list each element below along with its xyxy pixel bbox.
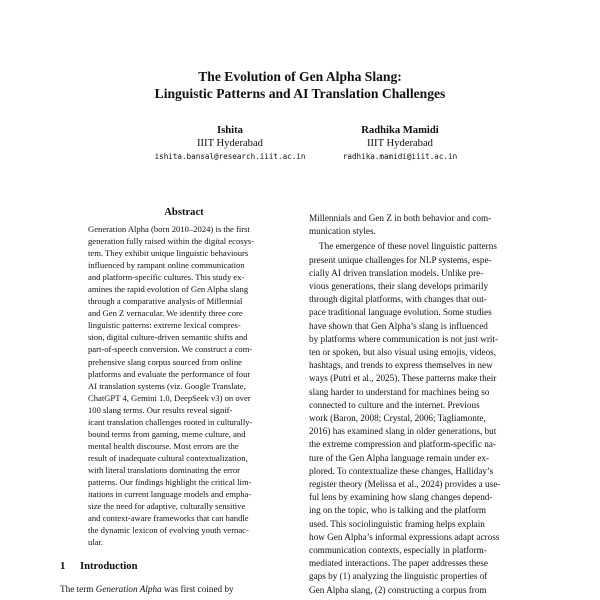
title-line-2: Linguistic Patterns and AI Translation Challenges <box>154 86 446 101</box>
continuation-text <box>309 212 541 238</box>
text-line: 100 slang terms. Our results reveal signif- <box>88 404 233 415</box>
text-line: patterns. Our findings highlight the critical lim- <box>88 476 252 487</box>
section-title: Introduction <box>80 561 138 572</box>
text-line: AI translation systems (viz. Google Translate, <box>88 380 246 391</box>
text-line: connected to culture and the internet. Previous <box>309 399 480 410</box>
author-email: radhika.mamidi@iiit.ac.in <box>342 152 458 161</box>
text-line: register theory (Melissa et al., 2024) provides a use- <box>309 479 501 490</box>
text-line: gaps by (1) analyzing the linguistic properties of <box>309 571 488 582</box>
text-line: and Gen Z vernacular. We identify three core <box>88 308 243 319</box>
text-line: ChatGPT 4, Gemini 1.0, DeepSeek v3) on over <box>88 392 251 403</box>
title-line-1: The Evolution of Gen Alpha Slang: <box>198 69 402 84</box>
author-email: ishita.bansal@research.iiit.ac.in <box>154 152 306 161</box>
text-line: plored. To contextualize these changes, Halliday’s <box>309 465 494 476</box>
text-line: pace traditional language evolution. Some studies <box>309 307 492 318</box>
text-line: by platforms where communication is not just writ- <box>309 333 499 344</box>
text-line: with literal translations dominating the error <box>88 464 241 475</box>
abstract-heading: Abstract <box>164 207 204 218</box>
intro-text <box>60 583 292 596</box>
text-line: ful lens by examining how slang changes depend- <box>309 492 493 503</box>
text-line: and platform-specific cultures. This study ex- <box>88 272 245 283</box>
paper-title <box>0 68 600 102</box>
text-line: Generation Alpha (born 2010–2024) is the first <box>88 224 250 234</box>
text-line: slang harder to understand for machines being so <box>309 386 490 397</box>
text-line: munication styles. <box>309 226 376 237</box>
text-line: generation fully raised within the digital ecosys- <box>88 236 255 247</box>
right-column <box>309 212 541 597</box>
text-line: vious generations, their slang develops primarily <box>309 281 489 292</box>
author-name: Radhika Mamidi <box>361 125 439 136</box>
text-line: prehensive slang corpus sourced from online <box>88 356 242 367</box>
text-line: The emergence of these novel linguistic patterns <box>319 241 497 252</box>
text-line: itations in current language models and empha- <box>88 489 252 500</box>
text-line: result of inadequate cultural contextualization, <box>88 452 248 463</box>
text-line: influenced by rampant online communication <box>88 260 245 271</box>
paragraph <box>309 240 541 596</box>
text-line: tem. They exhibit unique linguistic behaviours <box>88 248 249 259</box>
section-heading <box>60 560 138 573</box>
text-line: mediated interactions. The paper addresses these <box>309 558 488 569</box>
text-line: communication contexts, especially in platform- <box>309 545 487 556</box>
text-line: ture of the Gen Alpha language remain under ex- <box>309 452 490 463</box>
text-line: mental health discourse. Most errors are the <box>88 440 239 451</box>
text-line: ing on the topic, who is talking and the platform <box>309 505 487 516</box>
text-line: bound terms from gaming, meme culture, and <box>88 428 246 439</box>
text-line: sion, digital culture-driven semantic shifts and <box>88 332 248 343</box>
text-line: Millennials and Gen Z in both behavior and com- <box>309 213 492 223</box>
text-line: hashtags, and trends to express themselves in new <box>309 360 493 371</box>
text-line: platforms and evaluate the performance of four <box>88 368 251 379</box>
text-line: amines the rapid evolution of Gen Alpha slang <box>88 284 249 295</box>
text-line: present unique challenges for NLP systems, espe- <box>309 254 492 265</box>
text-line: The term Generation Alpha was first coined by <box>60 584 234 594</box>
text-line: through digital platforms, with changes that out- <box>309 294 487 305</box>
text-line: cially AI driven translation models. Unlike pre- <box>309 267 484 278</box>
text-line: ular. <box>88 537 104 548</box>
text-line: 2016) has examined slang in older generations, but <box>309 426 497 437</box>
text-line: the dynamic lexicon of evolving youth vernac- <box>88 525 249 536</box>
emphasized-term: Generation Alpha <box>95 584 162 594</box>
author-affiliation: IIIT Hyderabad <box>197 138 263 149</box>
text-line: and context-aware frameworks that can handle <box>88 513 249 524</box>
abstract-body <box>88 223 280 548</box>
section-number: 1 <box>60 561 66 572</box>
text-line: have shown that Gen Alpha’s slang is influenced <box>309 320 488 331</box>
text-line: through a comparative analysis of Millennial <box>88 296 243 307</box>
text-line: ways (Putri et al., 2025). These patterns make their <box>309 373 497 384</box>
text-line: work (Baron, 2008; Crystal, 2006; Tagliamonte, <box>309 413 486 424</box>
author-block <box>290 124 510 163</box>
text-line: the extreme compression and platform-specific na- <box>309 439 496 450</box>
text-line: how Gen Alpha’s informal expressions adapt across <box>309 531 500 542</box>
text-line: linguistic patterns: extreme lexical compres- <box>88 320 241 331</box>
text-line: ten or spoken, but also visual using emojis, videos, <box>309 347 497 358</box>
text-line: Gen Alpha slang, (2) constructing a corpus from <box>309 584 487 595</box>
author-name: Ishita <box>217 125 243 136</box>
text-line: icant translation challenges rooted in culturally- <box>88 416 253 427</box>
author-affiliation: IIIT Hyderabad <box>367 138 433 149</box>
text-line: part-of-speech conversion. We construct a com- <box>88 344 253 355</box>
text-line: used. This sociolinguistic framing helps explain <box>309 518 485 529</box>
text-line: size the need for adaptive, culturally sensitive <box>88 501 246 512</box>
